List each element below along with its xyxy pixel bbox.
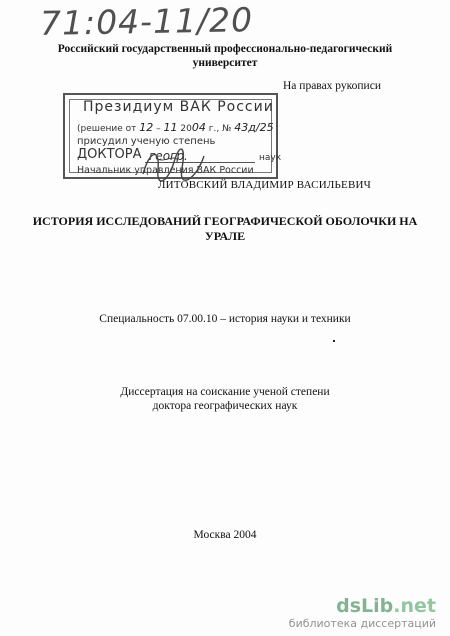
handwritten-catalog-code: 71:04-11/20	[39, 0, 254, 43]
ink-dot	[333, 340, 335, 342]
stamp-title: Президиум ВАК России	[83, 99, 274, 115]
institution-name-line2: университет	[192, 57, 258, 69]
watermark-subtitle: библиотека диссертаций	[288, 617, 436, 630]
author-name: ЛИТОВСКИЙ ВЛАДИМИР ВАСИЛЬЕВИЧ	[158, 179, 371, 191]
stamp-decision-year: 04	[191, 121, 206, 134]
stamp-decision-month: 11	[163, 121, 178, 134]
stamp-decision-line: (решение от 12 – 11 2004 г., № 43д/25	[77, 121, 274, 134]
city-year: Москва 2004	[193, 529, 257, 541]
dissertation-purpose-line2: доктора географических наук	[152, 400, 298, 412]
manuscript-rights-note: На правах рукописи	[283, 80, 381, 92]
stamp-decision-mid: г., №	[208, 124, 232, 134]
watermark-logo	[289, 595, 436, 617]
signature-scribble	[138, 144, 208, 184]
watermark-logo-tld: .net	[393, 595, 436, 617]
dissertation-title-line2: УРАЛЕ	[204, 229, 246, 243]
stamp-field-handwritten: геогр.	[149, 149, 188, 163]
stamp-degree-prefix: присудил ученую степень	[77, 136, 216, 147]
dissertation-purpose-line1: Диссертация на соискание ученой степени	[120, 386, 330, 398]
watermark-logo-main: dsLib	[336, 595, 394, 617]
institution-name-line1: Российский государственный профессионально-педагогический	[57, 43, 393, 55]
site-watermark	[289, 595, 436, 630]
dissertation-title-line1: ИСТОРИЯ ИССЛЕДОВАНИЙ ГЕОГРАФИЧЕСКОЙ ОБОЛОЧКИ НА	[32, 214, 418, 228]
stamp-decision-prefix: (решение от	[77, 124, 137, 134]
stamp-degree: ДОКТОРА	[77, 147, 142, 162]
specialty-line: Специальность 07.00.10 – история науки и техники	[99, 313, 351, 325]
stamp-head-title: Начальник управления ВАК России	[77, 165, 254, 176]
stamp-decision-year-prefix: 20	[180, 124, 192, 134]
stamp-field-suffix: наук	[259, 153, 282, 163]
stamp-decision-day: 12	[139, 121, 154, 134]
stamp-decision-number: 43д/25	[234, 121, 274, 134]
